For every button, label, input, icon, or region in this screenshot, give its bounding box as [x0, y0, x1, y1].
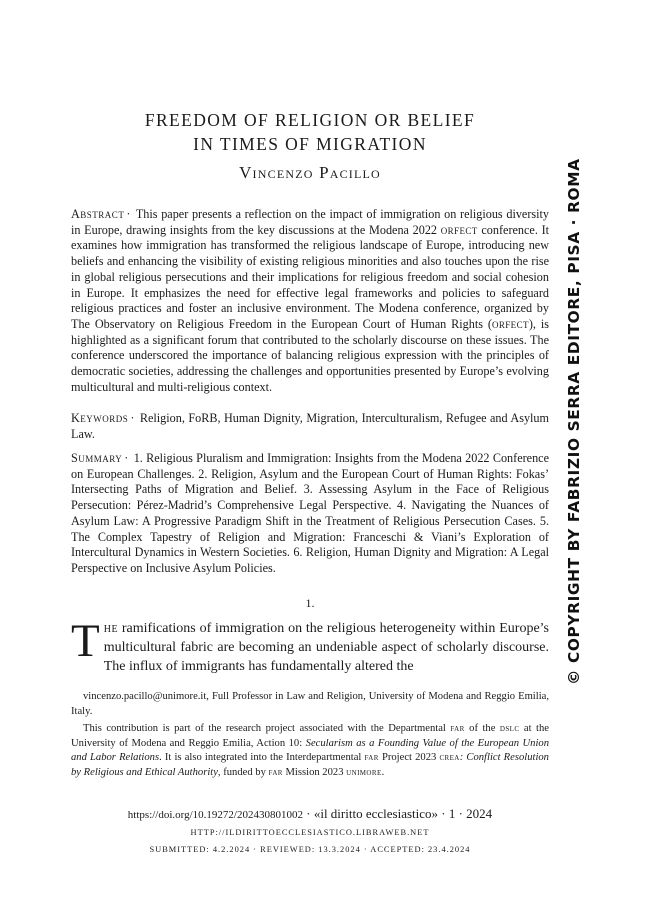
summary: Summary · 1. Religious Pluralism and Immigration: Insights from the Modena 2022 Conference on European Challenges. 2. Religion, Asylum and the European Court of Human Rights: Fokas’ Intersecting Paths of Migration and Belief. 3. Assessing Asylum in the Face of Religious Persecution: Pérez-Madrid’s Comprehensive Legal Perspective. 4. Navigating the Nuances of Asylum Law: A Progressive Paradigm Shift in the Treatment of Religious Persecution Cases. 5. The Complex Tapestry of Religion and Migration: Franceschi & Viani’s Exploration of Intercultural Dynamics in Western Societies. 6. Religion, Human Dignity and Migration: A Legal Perspective on Inclusive Asylum Policies.	[71, 451, 549, 575]
body-text: ramifications of immigration on the religious heterogeneity within Europe’s multicultural fabric are becoming an undeniable aspect of scholarly discourse. The influx of immigrants has fundamentally altered the	[103, 621, 549, 674]
doi-line	[71, 806, 549, 822]
footnote-affiliation: vincenzo.pacillo@unimore.it, Full Professor in Law and Religion, University of Modena and Reggio Emilia, Italy.	[71, 691, 549, 717]
summary-text: 1. Religious Pluralism and Immigration: Insights from the Modena 2022 Conference on European Challenges. 2. Religion, Asylum and the European Court of Human Rights: Fokas’ Intersecting Paths of Migration and Belief. 3. Assessing Asylum in the Face of Religious Persecution: Pérez-Madrid’s Comprehensive Legal Perspective. 4. Navigating the Nuances of Asylum Law: A Progressive Paradigm Shift in the Treatment of Religious Persecution Cases. 5. The Complex Tapestry of Religion and Migration: Franceschi & Viani’s Exploration of Intercultural Dynamics in Western Societies. 6. Religion, Human Dignity and Migration: A Legal Perspective on Inclusive Asylum Policies.	[71, 451, 549, 575]
keywords-label: Keywords	[71, 411, 129, 425]
abstract-text-a: This paper presents a reflection on the impact of immigration on religious diversity in Europe, drawing insights from the key discussions at the Modena 2022	[71, 207, 549, 237]
abstract-orfect: orfect	[440, 222, 478, 237]
abstract-orfect-2: orfect	[491, 316, 529, 331]
keywords: Keywords · Religion, FoRB, Human Dignity, Migration, Interculturalism, Refugee and Asylum Law.	[71, 411, 549, 441]
article-title-line-1: FREEDOM OF RELIGION OR BELIEF	[144, 110, 476, 130]
abstract-label: Abstract	[71, 207, 125, 221]
journal-url[interactable]: HTTP://ILDIRITTOECCLESIASTICO.LIBRAWEB.NET	[190, 828, 430, 837]
footnotes	[71, 690, 549, 780]
section-number: 1.	[305, 596, 315, 610]
doi-link[interactable]: https://doi.org/10.19272/202430801002	[127, 809, 303, 821]
copyright-text: © COPYRIGHT BY FABRIZIO SERRA EDITORE, PISA · ROMA	[565, 158, 583, 685]
abstract-text-b: conference. It examines how immigration has transformed the religious landscape of Europe, introducing new beliefs and enhancing the visibility of existing religious minorities and also touches upon the rise in global religious persecutions and their implications for religious freedom and social cohesion in Europe. It emphasizes the need for effective legal frameworks and policies to safeguard religious practices and foster an inclusive environment. The Modena conference, organized by The Observatory on Religious Freedom in the European Court of Human Rights (	[71, 222, 550, 331]
body-smallcaps: he	[103, 621, 119, 636]
review-dates: SUBMITTED: 4.2.2024 · REVIEWED: 13.3.2024 · ACCEPTED: 23.4.2024	[149, 845, 471, 854]
copyright-notice	[561, 158, 587, 685]
abstract-text-c: ), is highlighted as a significant forum that contributed to the scholarly discourse on these issues. The conference underscored the importance of balancing religious expression with the principles of democratic societies, addressing the challenges and opportunities presented by Europe’s evolving multicultural and multi-religious context.	[71, 316, 550, 394]
journal-citation: · «il diritto ecclesiastico» · 1 · 2024	[306, 806, 493, 821]
footnote-project: This contribution is part of the research project associated with the Departmental far of the dslc at the University of Modena and Reggio Emilia, Action 10: Secularism as a Founding Value of the European Union and Labor Relations. It is also integrated into the Interdepartmental far Project 2023 crea: Conflict Resolution by Religious and Ethical Authority, funded by far Mission 2023 unimore.	[71, 723, 549, 778]
article-title-line-2: IN TIMES OF MIGRATION	[193, 134, 427, 154]
keywords-text: Religion, FoRB, Human Dignity, Migration, Interculturalism, Refugee and Asylum Law.	[71, 411, 549, 441]
drop-cap: T	[71, 615, 100, 667]
summary-label: Summary	[71, 451, 123, 465]
abstract: Abstract · This paper presents a reflection on the impact of immigration on religious diversity in Europe, drawing insights from the key discussions at the Modena 2022 orfect conference. It examines how immigration has transformed the religious landscape of Europe, introducing new beliefs and enhancing the visibility of existing religious minorities and also touches upon the rise in global religious persecutions and their implications for religious freedom and social cohesion in Europe. It emphasizes the need for effective legal frameworks and policies to safeguard religious practices and foster an inclusive environment. The Modena conference, organized by The Observatory on Religious Freedom in the European Court of Human Rights (orfect), is highlighted as a significant forum that contributed to the scholarly discourse on these issues. The conference underscored the importance of balancing religious expression with the principles of democratic societies, addressing the challenges and opportunities presented by Europe’s evolving multicultural and multi-religious context.	[71, 207, 550, 394]
author-name: Vincenzo Pacillo	[239, 163, 381, 182]
body-paragraph	[71, 615, 549, 676]
